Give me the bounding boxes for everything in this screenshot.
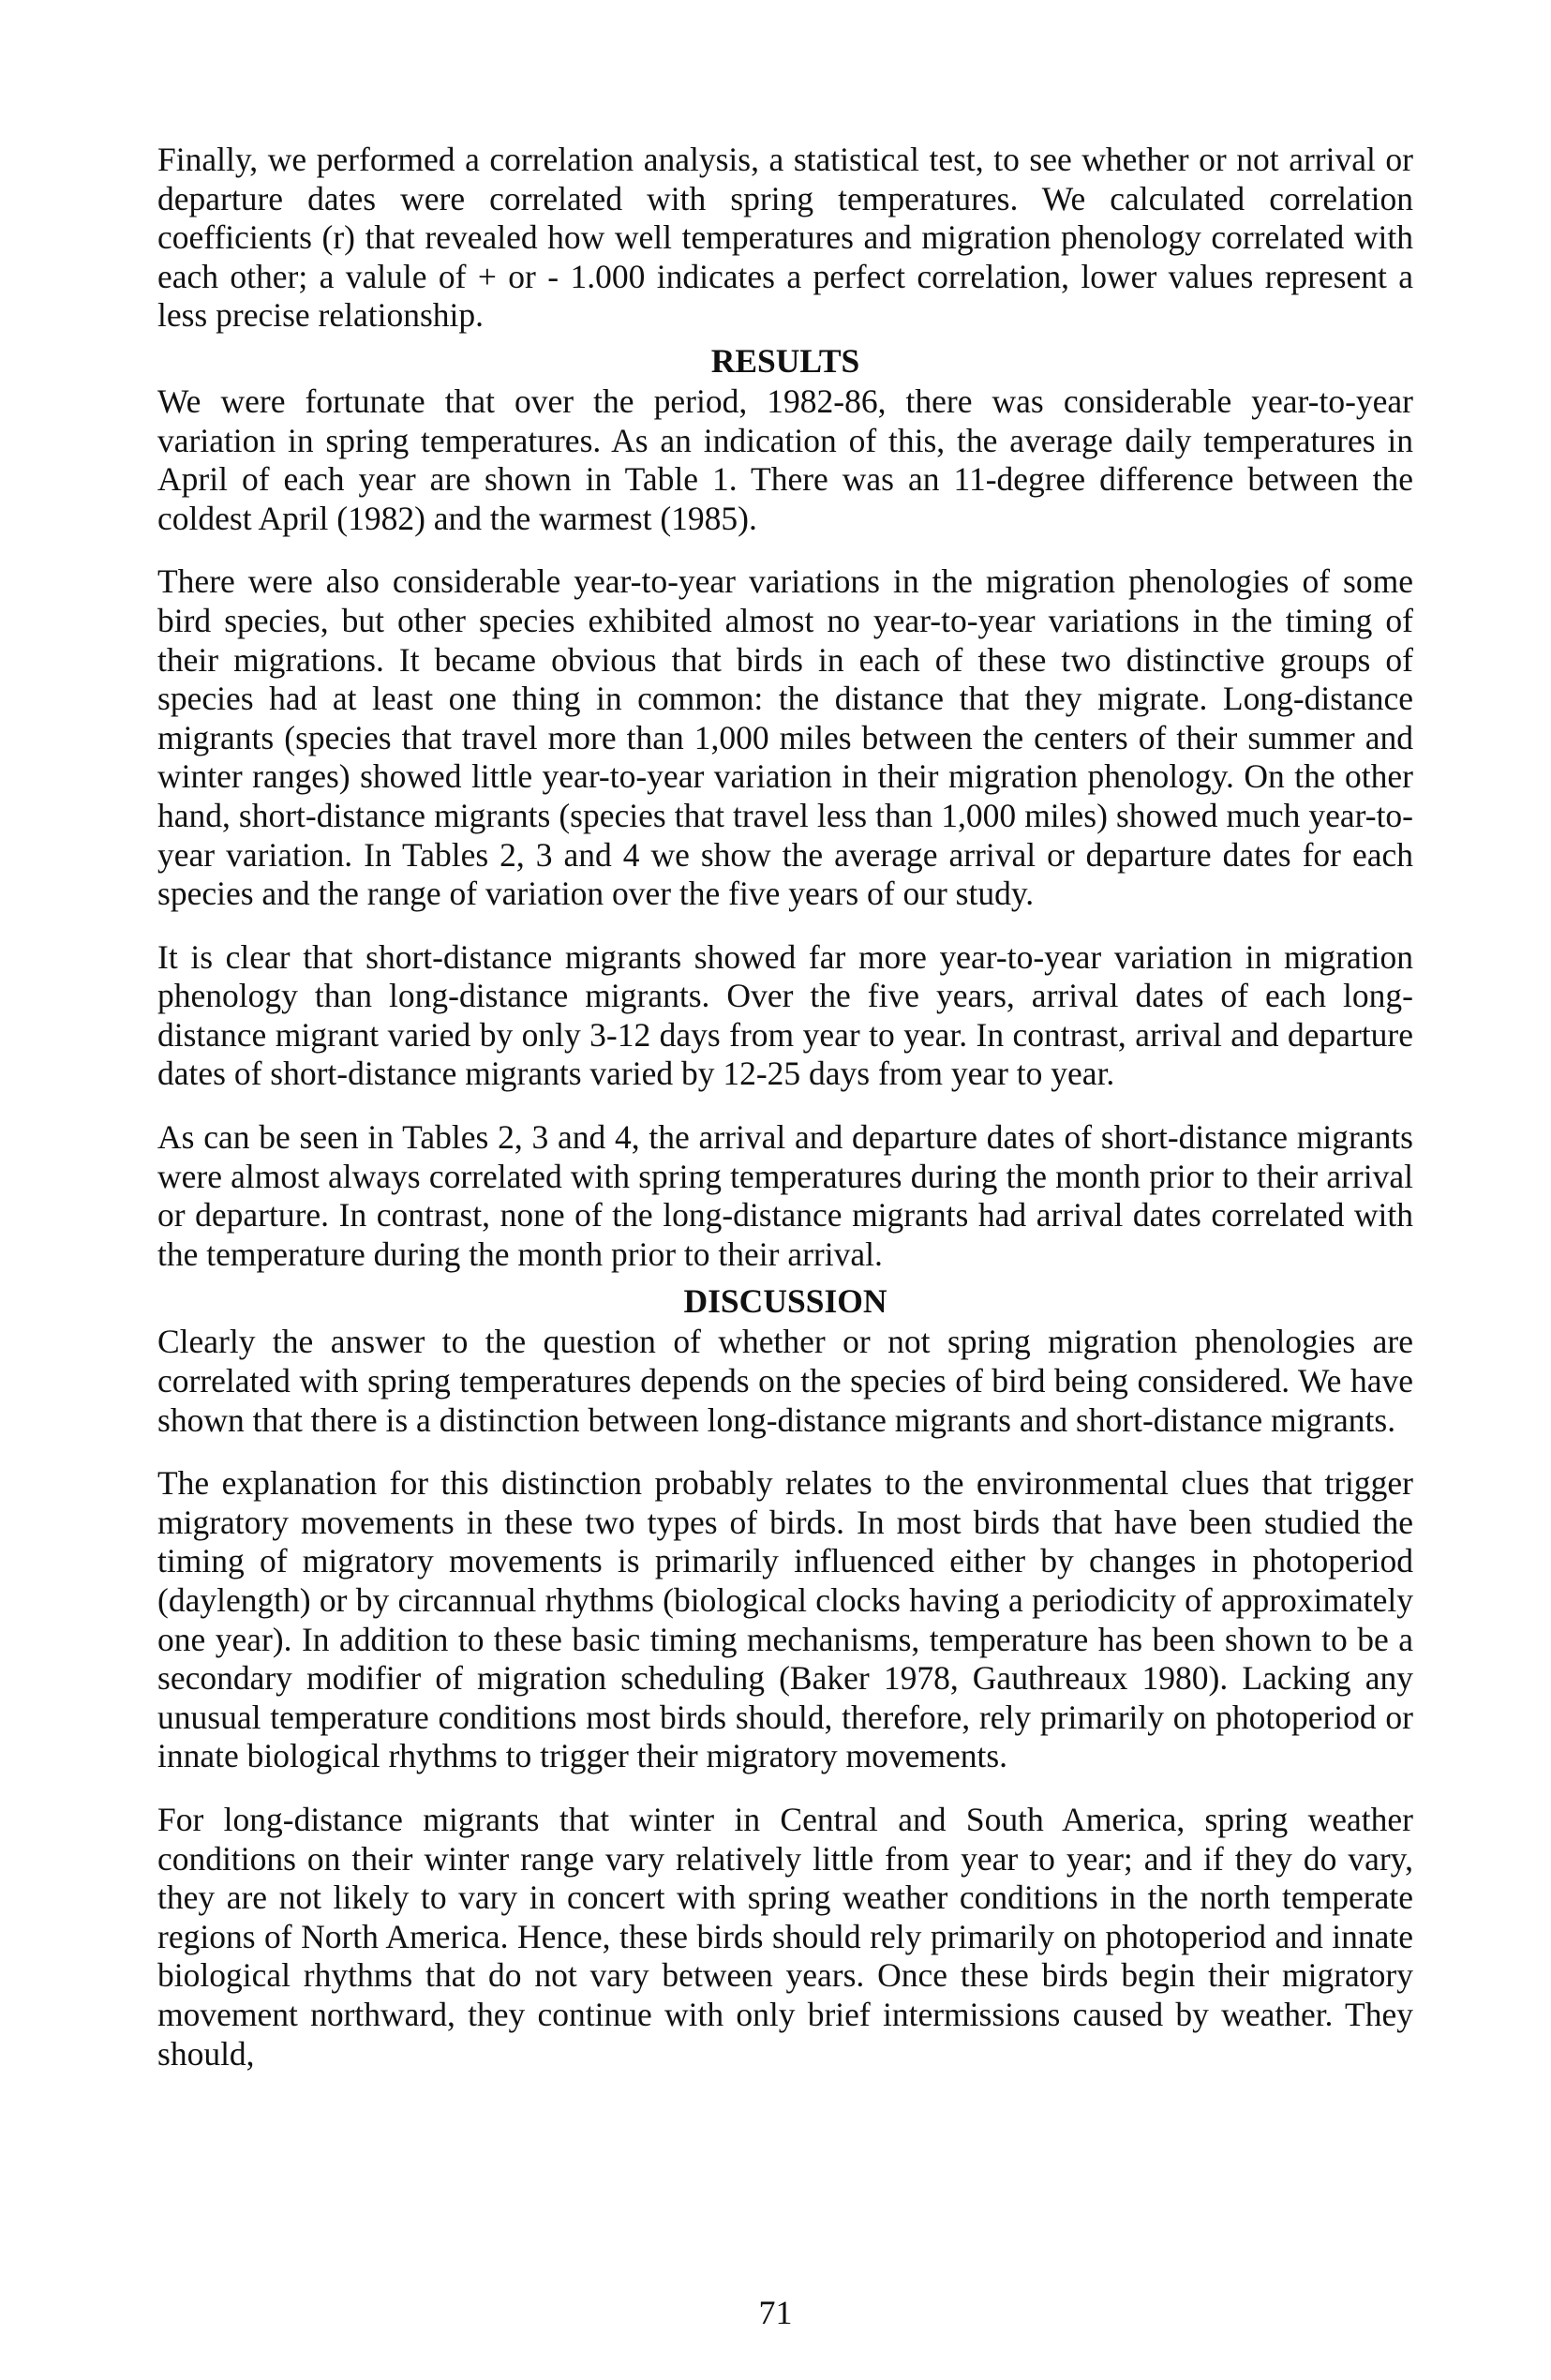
paragraph-discussion-long-distance: For long-distance migrants that winter in Central and South America, spring weather conditions on their winter range vary relatively little from year to year; and if they do vary, they are not likely to vary in concert with spring weather conditions in the north temperate regions of North America. Hence, these birds should rely primarily on photoperiod and innate biological rhythms that do not vary between years. Once these birds begin their migratory movement northward, they continue with only brief intermissions caused by weather. They should, xyxy=(157,1800,1413,2073)
paragraph-discussion-explanation: The explanation for this distinction probably relates to the environmental clues that trigger migratory movements in these two types of birds. In most birds that have been studied the timing of migratory movements is primarily influenced either by changes in photoperiod (daylength) or by circannual rhythms (biological clocks having a periodicity of approximately one year). In addition to these basic timing mechanisms, temperature has been shown to be a secondary modifier of migration scheduling (Baker 1978, Gauthreaux 1980). Lacking any unusual temperature conditions most birds should, therefore, rely primarily on photoperiod or innate biological rhythms to trigger their migratory movements. xyxy=(157,1464,1413,1775)
heading-discussion: DISCUSSION xyxy=(683,1282,887,1321)
paragraph-discussion-answer: Clearly the answer to the question of whether or not spring migration phenologies are correlated with spring temperatures depends on the species of bird being considered. We have shown that there is a distinction between long-distance migrants and short-distance migrants. xyxy=(157,1323,1413,1439)
page-content xyxy=(157,141,1413,2098)
heading-results: RESULTS xyxy=(710,341,860,380)
page-number: 71 xyxy=(758,2294,793,2331)
paragraph-results-comparison: It is clear that short-distance migrants showed far more year-to-year variation in migration phenology than long-distance migrants. Over the five years, arrival dates of each long-distance migrant varied by only 3-12 days from year to year. In contrast, arrival and departure dates of short-distance migrants varied by 12-25 days from year to year. xyxy=(157,937,1413,1093)
paragraph-results-variation: There were also considerable year-to-year variations in the migration phenologies of some bird species, but other species exhibited almost no year-to-year variations in the timing of their migrations. It became obvious that birds in each of these two distinctive groups of species had at least one thing in common: the distance that they migrate. Long-distance migrants (species that travel more than 1,000 miles between the centers of their summer and winter ranges) showed little year-to-year variation in their migration phenology. On the other hand, short-distance migrants (species that travel less than 1,000 miles) showed much year-to-year variation. In Tables 2, 3 and 4 we show the average arrival or departure dates for each species and the range of variation over the five years of our study. xyxy=(157,562,1413,913)
paragraph-correlation-analysis: Finally, we performed a correlation analysis, a statistical test, to see whether or not arrival or departure dates were correlated with spring temperatures. We calculated correlation coefficients (r) that revealed how well temperatures and migration phenology correlated with each other; a valule of + or - 1.000 indicates a perfect correlation, lower values represent a less precise relationship. xyxy=(157,141,1413,335)
paragraph-results-temperature: We were fortunate that over the period, 1982-86, there was considerable year-to-year variation in spring temperatures. As an indication of this, the average daily temperatures in April of each year are shown in Table 1. There was an 11-degree difference between the coldest April (1982) and the warmest (1985). xyxy=(157,382,1413,537)
paragraph-results-correlation: As can be seen in Tables 2, 3 and 4, the arrival and departure dates of short-distance migrants were almost always correlated with spring temperatures during the month prior to their arrival or departure. In contrast, none of the long-distance migrants had arrival dates correlated with the temperature during the month prior to their arrival. xyxy=(157,1118,1413,1273)
